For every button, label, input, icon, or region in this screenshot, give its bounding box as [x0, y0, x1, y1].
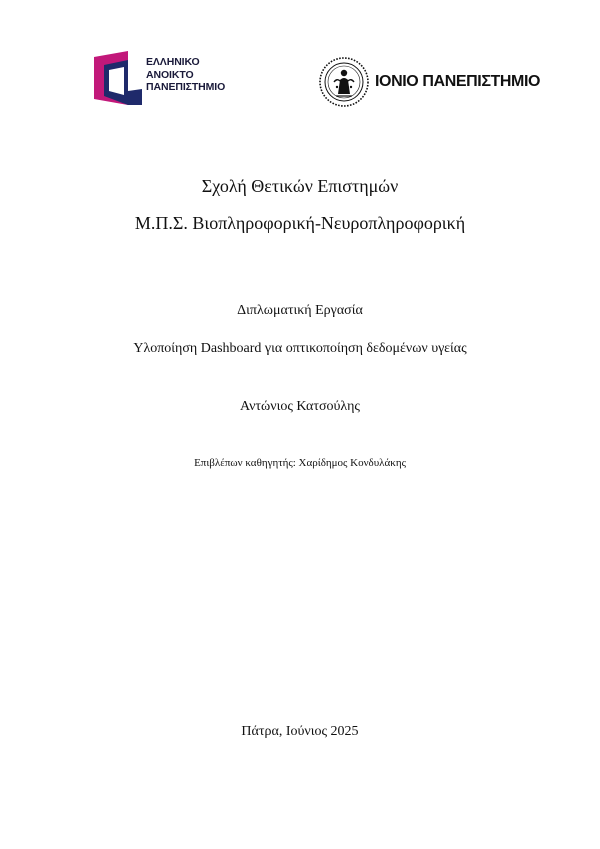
place-date: Πάτρα, Ιούνιος 2025 — [241, 724, 359, 739]
document-type: Διπλωματική Εργασία — [237, 303, 363, 318]
advisor-line: Επιβλέπων καθηγητής: Χαρίδημος Κονδυλάκης — [194, 457, 406, 469]
ionio-logo-text: ΙΟΝΙΟ ΠΑΝΕΠΙΣΤΗΜΙΟ — [375, 73, 541, 90]
ionio-seal-icon — [318, 56, 370, 108]
eap-logo-line-2: ΑΝΟΙΚΤΟ — [146, 68, 194, 81]
eap-logo — [94, 51, 244, 105]
program-name: Μ.Π.Σ. Βιοπληροφορική-Νευροπληροφορική — [134, 213, 466, 233]
author-name: Αντώνιος Κατσούλης — [240, 399, 360, 414]
eap-logo-mark-icon — [94, 51, 144, 105]
ionio-logo — [318, 56, 541, 108]
eap-logo-line-3: ΠΑΝΕΠΙΣΤΗΜΙΟ — [146, 81, 226, 93]
thesis-title: Υλοποίηση Dashboard για οπτικοποίηση δεδομένων υγείας — [133, 341, 467, 356]
eap-logo-text — [146, 56, 225, 94]
school-name: Σχολή Θετικών Επιστημών — [201, 176, 399, 196]
eap-logo-line-1: ΕΛΛΗΝΙΚΟ — [146, 56, 200, 68]
